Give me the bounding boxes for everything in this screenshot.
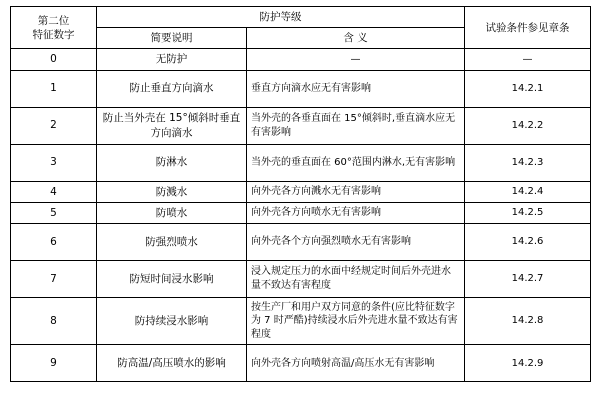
table-header: [11, 7, 591, 49]
cell-brief: 防持续浸水影响: [97, 297, 247, 345]
table-header-row-1: [11, 7, 591, 28]
cell-brief: 无防护: [97, 49, 247, 70]
table-row: [11, 107, 591, 144]
cell-meaning: 浸入规定压力的水面中经规定时间后外壳进水量不致达有害程度: [247, 260, 465, 297]
cell-brief: 防强烈喷水: [97, 223, 247, 260]
cell-brief: 防短时间浸水影响: [97, 260, 247, 297]
cell-brief: 防止当外壳在 15°倾斜时垂直方向滴水: [97, 107, 247, 144]
cell-meaning: 当外壳的各垂直面在 15°倾斜时,垂直滴水应无有害影响: [247, 107, 465, 144]
cell-meaning: 向外壳各方向喷水无有害影响: [247, 202, 465, 223]
cell-clause: 14.2.8: [465, 297, 591, 345]
cell-brief: 防止垂直方向滴水: [97, 70, 247, 107]
table-row: [11, 297, 591, 345]
cell-meaning: 向外壳各个方向强烈喷水无有害影响: [247, 223, 465, 260]
cell-meaning: 向外壳各方向喷射高温/高压水无有害影响: [247, 345, 465, 382]
ip-protection-table: [10, 6, 591, 382]
table-row: [11, 202, 591, 223]
cell-digit: 7: [11, 260, 97, 297]
cell-clause: 14.2.3: [465, 144, 591, 181]
header-digit-column: [11, 7, 97, 49]
cell-digit: 5: [11, 202, 97, 223]
table-row: [11, 260, 591, 297]
cell-meaning: 向外壳各方向溅水无有害影响: [247, 181, 465, 202]
cell-meaning: 按生产厂和用户双方同意的条件(应比特征数字为 7 时严酷)持续浸水后外壳进水量不致达有害程度: [247, 297, 465, 345]
cell-brief: 防喷水: [97, 202, 247, 223]
cell-digit: 3: [11, 144, 97, 181]
header-digit-line2: 特征数字: [32, 28, 75, 41]
cell-meaning: —: [247, 49, 465, 70]
cell-clause: 14.2.5: [465, 202, 591, 223]
header-protection-group: 防护等级: [97, 7, 465, 28]
header-clause-column: 试验条件参见章条: [465, 7, 591, 49]
cell-digit: 9: [11, 345, 97, 382]
cell-clause: 14.2.7: [465, 260, 591, 297]
cell-meaning: 垂直方向滴水应无有害影响: [247, 70, 465, 107]
table-row: [11, 70, 591, 107]
cell-clause: 14.2.9: [465, 345, 591, 382]
cell-clause: 14.2.2: [465, 107, 591, 144]
cell-clause: 14.2.6: [465, 223, 591, 260]
header-meaning-column: 含 义: [247, 28, 465, 49]
table-row: [11, 181, 591, 202]
cell-clause: —: [465, 49, 591, 70]
cell-digit: 1: [11, 70, 97, 107]
table-row: [11, 49, 591, 70]
table-row: [11, 345, 591, 382]
header-digit-line1: 第二位: [37, 14, 70, 27]
cell-digit: 2: [11, 107, 97, 144]
table-row: [11, 144, 591, 181]
table-row: [11, 223, 591, 260]
cell-digit: 4: [11, 181, 97, 202]
cell-digit: 6: [11, 223, 97, 260]
table-body: [11, 49, 591, 382]
header-brief-column: 简要说明: [97, 28, 247, 49]
cell-clause: 14.2.4: [465, 181, 591, 202]
cell-brief: 防溅水: [97, 181, 247, 202]
cell-brief: 防高温/高压喷水的影响: [97, 345, 247, 382]
cell-meaning: 当外壳的垂直面在 60°范围内淋水,无有害影响: [247, 144, 465, 181]
cell-digit: 8: [11, 297, 97, 345]
cell-digit: 0: [11, 49, 97, 70]
cell-brief: 防淋水: [97, 144, 247, 181]
cell-clause: 14.2.1: [465, 70, 591, 107]
